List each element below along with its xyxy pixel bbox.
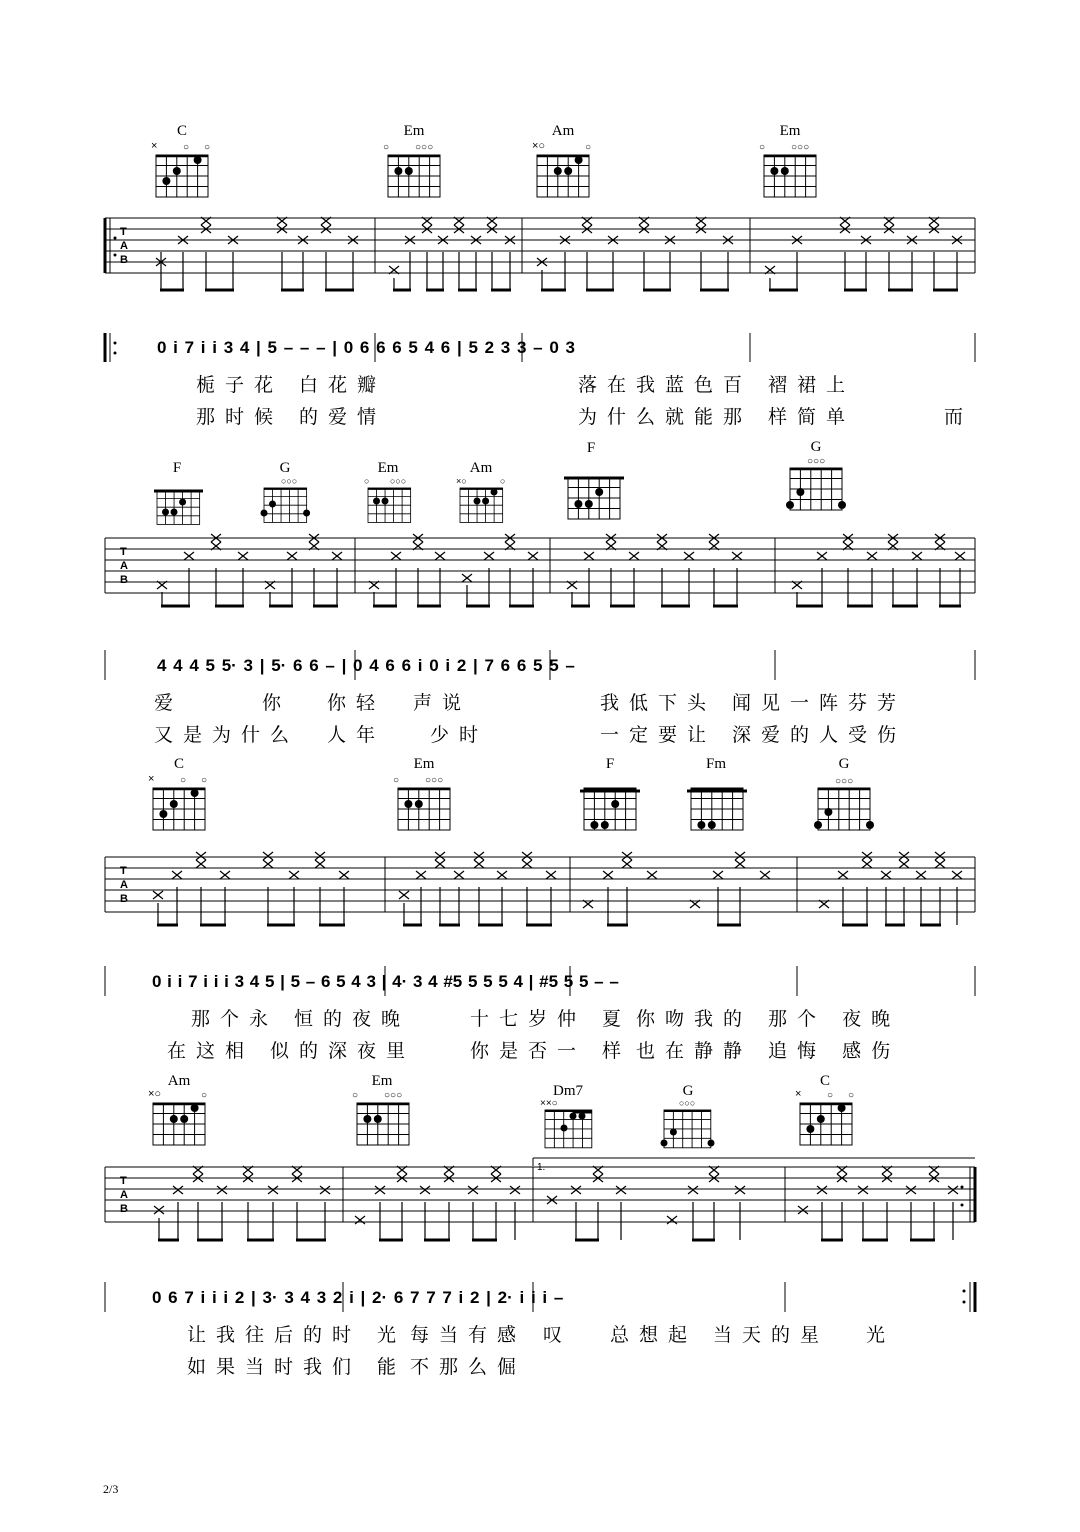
svg-text:○: ○: [500, 476, 506, 486]
lyric: 你是否一 样: [470, 1040, 632, 1062]
volta-label: 1.: [537, 1162, 546, 1173]
svg-text:○○○: ○○○: [791, 142, 810, 153]
lyric: 人年: [327, 724, 386, 746]
strum-marks: [154, 1166, 958, 1224]
chord-name: Fm: [705, 756, 727, 772]
chord-diagram-f: [580, 788, 640, 830]
chord-name: F: [605, 756, 615, 772]
chord-diagram-em: [383, 142, 440, 197]
svg-text:××○: ××○: [540, 1098, 558, 1109]
lyric: 总想起 当天的星: [610, 1324, 830, 1346]
strum-marks: [157, 534, 965, 589]
chord-name: Em: [413, 756, 435, 772]
chord-name: G: [279, 460, 291, 476]
svg-text:×: ×: [148, 773, 155, 785]
rhythm-stems: [160, 252, 958, 290]
svg-text:B: B: [120, 893, 128, 905]
page-number: 2/3: [103, 1482, 119, 1496]
svg-text:○: ○: [393, 775, 400, 786]
chord-diagram-g: [261, 476, 311, 522]
lyric: 每当有感: [410, 1324, 527, 1346]
chord-diagram-fm: [687, 788, 747, 830]
notation-line: 0 6 7 i i i 2 | 3· 3 4 3 2 i | 2· 6 7 7 7 i 2 | 2· i i i –: [152, 1288, 564, 1307]
chord-diagram-f: [564, 477, 624, 519]
svg-text:T: T: [120, 546, 127, 558]
lyric: 栀子花 白花瓣: [196, 374, 387, 396]
chord-name: Em: [371, 1073, 393, 1089]
svg-text:○: ○: [364, 476, 370, 486]
lyric: 我低下头 闻见一阵芬芳: [600, 692, 907, 714]
lyric: 那个永 恒的夜晚: [191, 1008, 411, 1030]
lyric: 爱: [154, 692, 184, 714]
lyric: 在这相 似的深夜里: [167, 1040, 416, 1062]
chord-diagram-am: [456, 476, 505, 522]
chord-name: Dm7: [553, 1083, 583, 1099]
chord-name: C: [819, 1073, 831, 1089]
chord-diagram-f: [154, 490, 203, 524]
system-2: [105, 439, 975, 680]
svg-text:×○: ×○: [532, 140, 546, 152]
lyric: 你: [262, 692, 292, 714]
svg-text:○○○: ○○○: [679, 1098, 696, 1108]
svg-text:○: ○: [183, 142, 190, 153]
lyric: 也在静静 追悔 感伤: [636, 1040, 901, 1062]
chord-diagram-am: [532, 140, 591, 197]
rhythm-stems: [158, 1202, 953, 1240]
svg-text:○: ○: [180, 775, 187, 786]
notation-line: 0 i i 7 i i i 3 4 5 | 5 – 6 5 4 3 | 4· 3 4 #5 5 5 5 4 | #5 5 5 – –: [152, 972, 619, 991]
lyric: 不那么倔: [410, 1356, 527, 1378]
rhythm-stems: [157, 887, 957, 925]
chord-name: C: [173, 756, 185, 772]
svg-text:A: A: [120, 879, 128, 891]
lyric: 又是为什么: [154, 724, 300, 746]
svg-text:×: ×: [151, 140, 158, 152]
chord-name: Em: [779, 123, 801, 139]
svg-text:○○○: ○○○: [425, 775, 444, 786]
tab-staff: [105, 538, 975, 593]
svg-text:○: ○: [759, 142, 766, 153]
svg-text:T: T: [120, 865, 127, 877]
chord-diagram-em: [393, 775, 450, 830]
chord-diagram-c: [151, 140, 210, 197]
lyric: 少时: [430, 724, 489, 746]
chord-diagram-c: [795, 1088, 854, 1145]
svg-text:○○○: ○○○: [384, 1090, 403, 1101]
chord-name: Am: [167, 1073, 191, 1089]
chord-name: C: [176, 123, 188, 139]
svg-text:B: B: [120, 574, 128, 586]
chord-diagram-g: [786, 456, 846, 510]
svg-text:○: ○: [848, 1090, 855, 1101]
lyric: 叹: [543, 1324, 573, 1346]
lyric: 你吻我的 那个 夜晚: [636, 1008, 901, 1030]
chord-name: G: [810, 439, 822, 455]
strum-marks: [156, 217, 962, 274]
lyric: 落在我蓝色百 褶裙上: [578, 374, 856, 396]
strum-marks: [153, 852, 962, 908]
svg-text:○○○: ○○○: [807, 456, 826, 467]
chord-name: Am: [469, 460, 493, 476]
lyric: 声说: [413, 692, 472, 714]
chord-name: G: [682, 1083, 694, 1099]
svg-text:×○: ×○: [148, 1088, 162, 1100]
chord-name: F: [172, 460, 182, 476]
chord-diagram-g: [661, 1098, 715, 1148]
lyric: 十七岁仲 夏: [470, 1008, 632, 1030]
svg-text:○: ○: [383, 142, 390, 153]
system-1: [105, 123, 975, 362]
chord-diagram-dm7: [540, 1098, 592, 1148]
chord-name: G: [838, 756, 850, 772]
lyric: 如果当时我们 能: [187, 1356, 407, 1378]
chord-diagram-em: [759, 142, 816, 197]
lyric: 一定要让 深爱的人受伤: [600, 724, 907, 746]
svg-text:○: ○: [204, 142, 211, 153]
svg-text:○○○: ○○○: [415, 142, 434, 153]
svg-text:○○○: ○○○: [390, 476, 407, 486]
chord-diagram-g: [814, 776, 874, 830]
svg-text:B: B: [120, 254, 128, 266]
svg-text:A: A: [120, 240, 128, 252]
chord-name: Em: [377, 460, 399, 476]
svg-text:○○○: ○○○: [835, 776, 854, 787]
svg-text:○: ○: [201, 1090, 208, 1101]
chord-name: F: [586, 440, 596, 456]
lyric: 你轻: [327, 692, 386, 714]
notation-line: 4 4 4 5 5· 3 | 5· 6 6 – | 0 4 6 6 i 0 i 2 | 7 6 6 5 5 –: [157, 656, 575, 675]
chord-diagram-em: [364, 476, 411, 522]
svg-text:T: T: [120, 226, 127, 238]
svg-text:×○: ×○: [456, 476, 467, 486]
svg-text:B: B: [120, 1203, 128, 1215]
system-4: [105, 1073, 975, 1312]
svg-text:○: ○: [201, 775, 208, 786]
svg-text:T: T: [120, 1175, 127, 1187]
svg-text:○: ○: [585, 142, 592, 153]
svg-text:○○○: ○○○: [281, 476, 298, 486]
rhythm-stems: [161, 568, 961, 606]
lyric: 光: [866, 1324, 896, 1346]
system-3: [105, 756, 975, 996]
chord-diagram-c: [148, 773, 207, 830]
svg-text:○: ○: [352, 1090, 359, 1101]
svg-text:×: ×: [795, 1088, 802, 1100]
lyric: 让我往后的时 光: [187, 1324, 407, 1346]
lyric: 那时候 的爱情: [196, 406, 387, 428]
notation-line: 0 i 7 i i 3 4 | 5 – – – | 0 6 6 6 5 4 6 | 5 2 3 3 – 0 3: [157, 338, 575, 357]
svg-text:A: A: [120, 1189, 128, 1201]
chord-diagram-am: [148, 1088, 207, 1145]
tab-staff: [105, 857, 975, 912]
chord-name: Am: [551, 123, 575, 139]
lyric: 为什么就能那 样简单: [578, 406, 856, 428]
svg-text:○: ○: [827, 1090, 834, 1101]
lyric: 而: [944, 406, 974, 428]
chord-name: Em: [403, 123, 425, 139]
svg-text:A: A: [120, 560, 128, 572]
chord-diagram-em: [352, 1090, 409, 1145]
